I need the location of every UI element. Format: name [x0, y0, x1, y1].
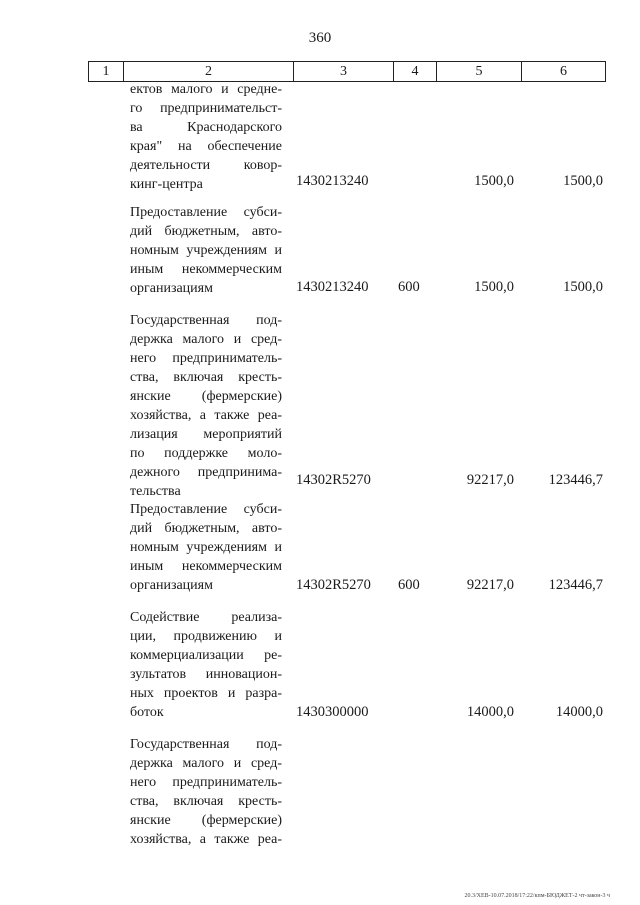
footer-stamp: 20.3/ХЕВ-10.07.2018/17:22/кпм-БЮДЖЕТ-2 чт-закон-3 ч [464, 893, 610, 899]
row-expense-type: 600 [398, 279, 420, 295]
row-code: 14302R5270 [296, 472, 371, 488]
header-col-2: 2 [124, 62, 294, 81]
desc-line: ции, продвижению и [130, 629, 282, 644]
row-sum-1: 92217,0 [466, 472, 514, 488]
desc-line: иным некоммерческим [130, 262, 282, 277]
desc-line: Предоставление субси- [130, 205, 282, 220]
desc-line: организациям [130, 578, 213, 593]
desc-line: лизация мероприятий [130, 427, 282, 442]
desc-line: Государственная под- [130, 313, 282, 328]
row-sum-1: 1500,0 [474, 279, 514, 295]
header-col-1: 1 [89, 62, 124, 81]
row-sum-2: 14000,0 [555, 704, 603, 720]
desc-line: ства, включая кресть- [130, 370, 282, 385]
desc-line: номным учреждениям и [130, 540, 282, 555]
desc-line: держка малого и сред- [130, 332, 282, 347]
desc-line: зультатов инновацион- [130, 667, 282, 682]
desc-line: го предпринимательст- [130, 101, 282, 116]
desc-line: организациям [130, 281, 213, 296]
desc-line: боток [130, 705, 164, 720]
desc-line: хозяйства, а также реа- [130, 408, 282, 423]
row-description [130, 500, 282, 595]
desc-line: ства, включая кресть- [130, 794, 282, 809]
desc-line: держка малого и сред- [130, 756, 282, 771]
desc-line: коммерциализации ре- [130, 648, 282, 663]
desc-line: Государственная под- [130, 737, 282, 752]
row-sum-2: 1500,0 [563, 173, 603, 189]
row-description [130, 80, 282, 194]
row-description [130, 311, 282, 501]
row-sum-1: 92217,0 [466, 577, 514, 593]
page-number: 360 [308, 30, 332, 46]
row-expense-type: 600 [398, 577, 420, 593]
row-sum-1: 1500,0 [474, 173, 514, 189]
desc-line: хозяйства, а также реа- [130, 832, 282, 847]
desc-line: дий бюджетным, авто- [130, 224, 282, 239]
desc-line: тельства [130, 484, 181, 499]
table-header [88, 61, 606, 82]
desc-line: ных проектов и разра- [130, 686, 282, 701]
header-col-5: 5 [437, 62, 522, 81]
desc-line: кинг-центра [130, 177, 203, 192]
row-code: 1430213240 [296, 173, 369, 189]
desc-line: Содействие реализа- [130, 610, 282, 625]
desc-line: края" на обеспечение [130, 139, 282, 154]
row-sum-1: 14000,0 [466, 704, 514, 720]
desc-line: Предоставление субси- [130, 502, 282, 517]
row-code: 1430213240 [296, 279, 369, 295]
desc-line: ва Краснодарского [130, 120, 282, 135]
header-col-6: 6 [560, 64, 567, 79]
row-code: 1430300000 [296, 704, 369, 720]
desc-line: янские (фермерские) [130, 813, 282, 828]
desc-line: него предприниматель- [130, 351, 282, 366]
row-description [130, 203, 282, 298]
row-code: 14302R5270 [296, 577, 371, 593]
desc-line: иным некоммерческим [130, 559, 282, 574]
desc-line: ектов малого и средне- [130, 82, 282, 97]
desc-line: деятельности ковор- [130, 158, 282, 173]
header-col-4: 4 [394, 62, 437, 81]
row-description [130, 735, 282, 849]
desc-line: номным учреждениям и [130, 243, 282, 258]
row-sum-2: 123446,7 [548, 577, 603, 593]
desc-line: дежного предпринима- [130, 465, 282, 480]
row-sum-2: 123446,7 [548, 472, 603, 488]
header-col-3: 3 [294, 62, 394, 81]
desc-line: дий бюджетным, авто- [130, 521, 282, 536]
desc-line: него предприниматель- [130, 775, 282, 790]
desc-line: по поддержке моло- [130, 446, 282, 461]
row-description [130, 608, 282, 722]
row-sum-2: 1500,0 [563, 279, 603, 295]
desc-line: янские (фермерские) [130, 389, 282, 404]
